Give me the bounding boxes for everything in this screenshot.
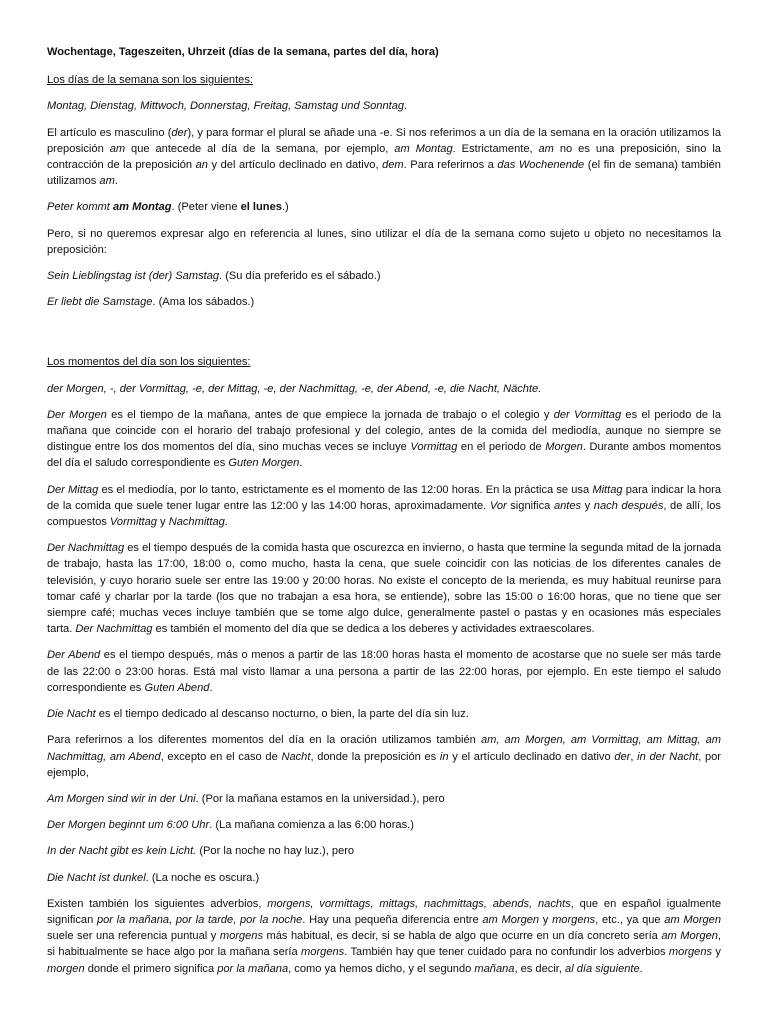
example-samstage: Er liebt die Samstage. (Ama los sábados.) [47,296,255,309]
paragraph-morgen: Der Morgen es el tiempo de la mañana, antes de que empiece la jornada de trabajo o el colegio y der Vormittag es el periodo de la mañana que coincide con el horario del trabajo profesional y del colegio, antes de la comida del mediodía, aunque no siempre se distingue entre los dos momentos del día, sino muchas veces se incluye Vormittag en el periodo de Morgen. Durante ambos momentos del día el saludo correspondiente es Guten Morgen. [47,408,722,470]
days-heading: Los días de la semana son los siguientes: [47,74,253,87]
document-page [47,44,721,987]
paragraph-adverbios: Existen también los siguientes adverbios, morgens, vormittags, mittags, nachmittags, abends, nachts, que en español igualmente significan por la mañana, por la tarde, por la noche. Hay una pequeña diferencia entre am Morgen y morgens, etc., ya que am Morgen suele ser una referencia puntual y morgens más habitual, es decir, si se habla de algo que ocurre en un día concreto sería am Morgen, si habitualmente se hace algo por la mañana sería morgens. También hay que tener cuidado para no confundir los adverbios morgens y morgen donde el primero significa por la mañana, como ya hemos dicho, y el segundo mañana, es decir, al día siguiente. [47,897,722,975]
paragraph-nachmittag: Der Nachmittag es el tiempo después de la comida hasta que oscurezca en invierno, o hasta que termine la segunda mitad de la jornada de trabajo, hasta las 17:00, 18:00 o, como mucho, hasta la cena, que suele coincidir con las noticias de los diferentes canales de televisión, y cuyo horario suele ser entre las 19:00 y 20:00 horas. No existe el concepto de la merienda, es muy habitual reunirse para tomar café y charlar por la tarde (los que no trabajan a esa hora, se entiende), sobre las 15:00 o 16:00 horas, que no tiene que ser siempre café; muchas veces incluye también que se tome algo dulce, generalmente pastel o pastas y en ocasiones más especiales tarta. Der Nachmittag es también el momento del día que se dedica a los deberes y actividades extraescolares. [47,542,721,636]
paragraph-pero: Pero, si no queremos expresar algo en referencia al lunes, sino utilizar el día de la semana como sujeto u objeto no necesitamos la preposición: [47,227,721,256]
moments-heading: Los momentos del día son los siguientes: [47,356,251,369]
paragraph-nacht: Die Nacht es el tiempo dedicado al descanso nocturno, o bien, la parte del día sin luz. [47,708,469,721]
paragraph-abend: Der Abend es el tiempo después, más o menos a partir de las 18:00 horas hasta el momento de acostarse que no suele ser más tarde de las 22:00 o 23:00 horas. Está mal visto llamar a una persona a partir de las 22:00 horas, por ejemplo. En este tiempo el saludo correspondiente es Guten Abend. [47,649,722,694]
section-gap [47,320,721,354]
example-morgen-beginnt: Der Morgen beginnt um 6:00 Uhr. (La mañana comienza a las 6:00 horas.) [47,819,414,832]
moments-list: der Morgen, -, der Vormittag, -e, der Mittag, -e, der Nachmittag, -e, der Abend, -e, die Nacht, Nächte. [47,382,542,395]
paragraph-referencia: Para referirnos a los diferentes momentos del día en la oración utilizamos también am, am Morgen, am Vormittag, am Mittag, am Nachmittag, am Abend, excepto en el caso de Nacht, donde la preposición es in y el artículo declinado en dativo der, in der Nacht, por ejemplo, [47,734,722,779]
example-lieblingstag: Sein Lieblingstag ist (der) Samstag. (Su día preferido es el sábado.) [47,270,381,283]
days-list: Montag, Dienstag, Mittwoch, Donnerstag, Freitag, Samstag und Sonntag. [47,100,408,113]
example-am-morgen: Am Morgen sind wir in der Uni. (Por la mañana estamos en la universidad.), pero [47,792,445,805]
example-in-der-nacht: In der Nacht gibt es kein Licht. (Por la noche no hay luz.), pero [47,845,355,858]
example-peter: Peter kommt am Montag. (Peter viene el lunes.) [47,201,289,214]
paragraph-article: El artículo es masculino (der), y para formar el plural se añade una -e. Si nos referimos a un día de la semana en la oración utilizamos la preposición am que antecede al día de la semana, por ejemplo, am Montag. Estrictamente, am no es una preposición, sino la contracción de la preposición an y del artículo declinado en dativo, dem. Para referirnos a das Wochenende (el fin de semana) también utilizamos am. [47,126,721,188]
paragraph-mittag: Der Mittag es el mediodía, por lo tanto, estrictamente es el momento de las 12:00 horas. En la práctica se usa Mittag para indicar la hora de la comida que suele tener lugar entre las 12:00 y las 14:00 horas, aproximadamente. Vor significa antes y nach después, de allí, los compuestos Vormittag y Nachmittag. [47,483,722,529]
example-nacht-dunkel: Die Nacht ist dunkel. (La noche es oscura.) [47,871,260,884]
document-title: Wochentage, Tageszeiten, Uhrzeit (días de la semana, partes del día, hora) [47,46,439,58]
